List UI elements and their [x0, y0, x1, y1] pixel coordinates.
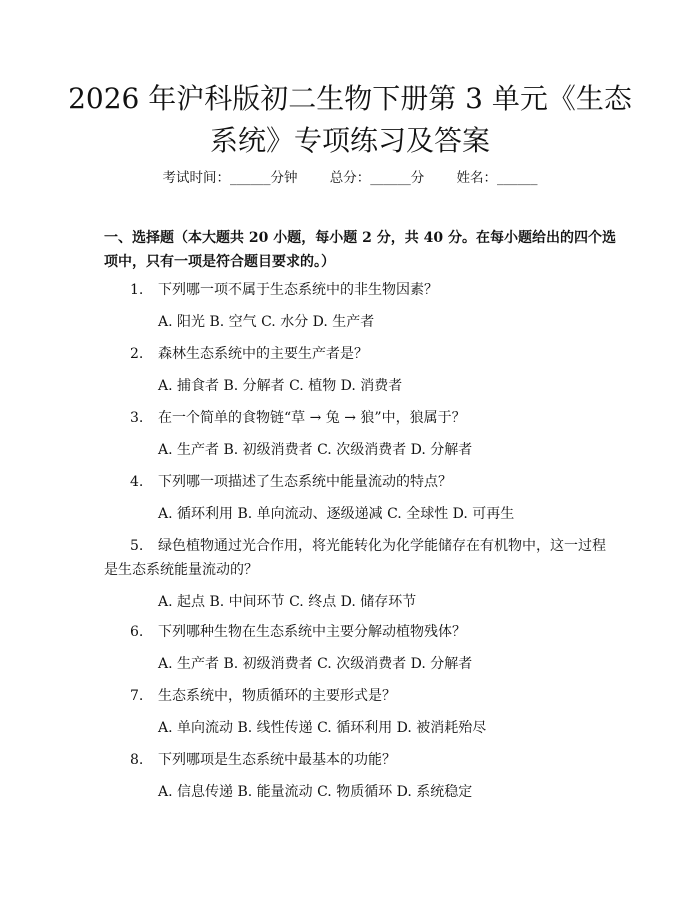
question-stem: 下列哪一项描述了生态系统中能量流动的特点？	[158, 474, 452, 490]
page-title	[40, 78, 660, 162]
question-stem-continued: 是生态系统能量流动的？	[104, 562, 258, 578]
question-stem: 下列哪项是生态系统中最基本的功能？	[158, 752, 396, 768]
question-stem: 森林生态系统中的主要生产者是？	[158, 346, 368, 362]
question-options: A. 信息传递 B. 能量流动 C. 物质循环 D. 系统稳定	[158, 784, 473, 800]
question-number: 3.	[130, 410, 144, 426]
question-options: A. 起点 B. 中间环节 C. 终点 D. 储存环节	[158, 594, 417, 610]
title-line-1: 2026 年沪科版初二生物下册第 3 单元《生态	[68, 82, 632, 115]
question-number: 7.	[130, 688, 144, 704]
question-options: A. 单向流动 B. 线性传递 C. 循环利用 D. 被消耗殆尽	[158, 720, 487, 736]
question-number: 1.	[130, 282, 144, 298]
question-number: 6.	[130, 624, 144, 640]
question-number: 5.	[130, 538, 144, 554]
section-heading	[104, 226, 624, 274]
question-stem: 绿色植物通过光合作用，将光能转化为化学能储存在有机物中，这一过程	[158, 538, 606, 554]
student-name-field: 姓名：______	[456, 170, 538, 186]
section-heading-line-1: 一、选择题（本大题共 20 小题，每小题 2 分，共 40 分。在每小题给出的四个选	[104, 230, 616, 246]
question-stem: 下列哪种生物在生态系统中主要分解动植物残体？	[158, 624, 466, 640]
question-stem: 生态系统中，物质循环的主要形式是？	[158, 688, 396, 704]
question-options: A. 生产者 B. 初级消费者 C. 次级消费者 D. 分解者	[158, 442, 473, 458]
exam-time-field: 考试时间：______分钟	[162, 170, 298, 186]
question-options: A. 生产者 B. 初级消费者 C. 次级消费者 D. 分解者	[158, 656, 473, 672]
exam-info-row	[0, 168, 700, 188]
question-number: 8.	[130, 752, 144, 768]
question-stem: 下列哪一项不属于生态系统中的非生物因素？	[158, 282, 438, 298]
question-options: A. 阳光 B. 空气 C. 水分 D. 生产者	[158, 314, 375, 330]
section-heading-line-2: 项中，只有一项是符合题目要求的。）	[104, 254, 335, 270]
question-options: A. 循环利用 B. 单向流动、逐级递减 C. 全球性 D. 可再生	[158, 506, 515, 522]
total-score-field: 总分：______分	[329, 170, 425, 186]
question-stem: 在一个简单的食物链“草 → 兔 → 狼”中，狼属于？	[158, 410, 466, 426]
title-line-2: 系统》专项练习及答案	[209, 124, 490, 157]
question-number: 4.	[130, 474, 144, 490]
question-options: A. 捕食者 B. 分解者 C. 植物 D. 消费者	[158, 378, 403, 394]
question-number: 2.	[130, 346, 144, 362]
